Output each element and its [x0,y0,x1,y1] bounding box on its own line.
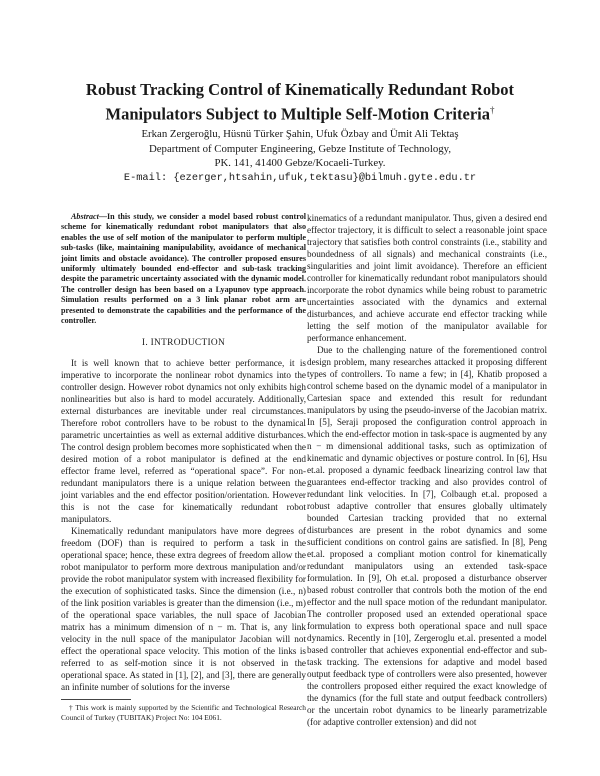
title-footnote-mark: † [490,105,495,115]
section-heading-introduction: I. INTRODUCTION [141,338,226,349]
author-names: Erkan Zergeroğlu, Hüsnü Türker Şahin, Ufuk Özbay and Ümit Ali Tektaş [141,128,459,140]
right-paragraph-2: Due to the challenging nature of the forementioned control design problem, many researches attacked it proposing different types of controllers. To name a few; in [4], Khatib proposed a control scheme based on the dynamic model of a manipulator in Cartesian space and extended this result for redundant manipulators by using the pseudo-inverse of the Jacobian matrix. In [5], Seraji proposed the configuration control approach in which the end-effector motion in task-space is augmented by any n − m dimensional additional tasks, such as optimization of kinematic and dynamic objectives or posture control. In [6], Hsu et.al. proposed a dynamic feedback linearizing control law that guarantees end-effector tracking and also provides control of redundant link velocities. In [7], Colbaugh et.al. proposed a robust adaptive controller that ensures globally ultimately bounded Cartesian tracking provided that no external disturbances are present in the robot dynamics and some sufficient conditions on control gains are satisfied. In [8], Peng et.al. proposed a compliant motion control for kinematically redundant manipulators using an extended task-space formulation. In [9], Oh et.al. proposed a disturbance observer based robust controller that controls both the motion of the end effector and the null space motion of the redundant manipulator. The controller proposed used an extended operational space formulation to express both operational space and null space dynamics. Recently in [10], Zergeroglu et.al. presented a model based controller that achieves exponential end-effector and sub-task tracking. The extensions for adaptive and model based output feedback type of controllers were also presented, however the controllers proposed either required the exact knowledge of the dynamics (for the full state and output feedback controllers) or the uncertain robot dynamics to be linearly parametrizable (for adaptive controller extension) and did not [307,345,547,727]
right-paragraph-1: kinematics of a redundant manipulator. Thus, given a desired end effector trajectory, it is difficult to select a reasonable joint space trajectory that satisfies both control constraints (i.e., stability and boundedness of all signals) and mechanical constraints (i.e., singularities and joint limit avoidance). Therefore an efficient controller for kinematically redundant robot manipulators should incorporate the robot dynamics while being robust to parametric uncertainties associated with the dynamics and external disturbances, and achieve accurate end effector tracking while letting the self motion of the manipulator available for performance enhancement. [307,213,547,343]
right-column [307,212,547,728]
abstract [61,212,306,326]
email-line: E-mail: {ezerger,htsahin,ufuk,tektasu}@bilmuh.gyte.edu.tr [123,171,477,184]
author-block [40,127,560,185]
left-column [61,212,306,722]
intro-paragraph-2: Kinematically redundant manipulators have more degrees of freedom (DOF) than is required to perform a task in the operational space; hence, these extra degrees of freedom allow the robot manipulator to perform more dextrous manipulation and/or provide the robot manipulator system with increased flexibility for the execution of sophisticated tasks. Since the dimension (i.e., n) of the link position variables is greater than the dimension (i.e., m) of the operational space variables, the null space of Jacobian matrix has a minimum dimension of n − m. That is, any link velocity in the null space of the manipulator Jacobian will not effect the operational space velocity. This motion of the links is referred to as self-motion since it is not observed in the operational space. As stated in [1], [2], and [3], there are generally an infinite number of solutions for the inverse [61,526,306,693]
affiliation-line-2: PK. 141, 41400 Gebze/Kocaeli-Turkey. [214,157,386,169]
footnote: † This work is mainly supported by the Scientific and Technological Research Council of Turkey (TUBITAK) Project No: 104 E061. [61,703,306,722]
abstract-lead: Abstract [71,212,99,221]
footnote-rule [61,699,131,700]
paper-title: Robust Tracking Control of Kinematically Redundant Robot Manipulators Subject to Multiple Self-Motion Criteria† [85,80,515,124]
abstract-text: —In this study, we consider a model based robust control scheme for kinematically redundant robot manipulators that also enables the use of self motion of the manipulator to perform multiple sub-tasks (like, maintaining manipulability, avoidance of mechanical joint limits and obstacle avoidance). The controller proposed ensures uniformly ultimately bounded end-effector and sub-task tracking despite the parametric uncertainty associated with the dynamic model. The controller design has been based on a Lyapunov type approach. Simulation results performed on a 3 link planar robot arm are presented to demonstrate the capabilities and the performance of the controller. [61,212,306,326]
affiliation-line-1: Department of Computer Engineering, Gebze Institute of Technology, [148,142,452,155]
intro-paragraph-1: It is well known that to achieve better performance, it is imperative to incorporate the nonlinear robot dynamics into the controller design. However robot dynamics not only exhibits high nonlinearities but also is hard to model accurately. Additionally, external disturbances are inevitable under real circumstances. Therefore robot controllers have to be robust to the dynamical parametric uncertainties as well as external additive disturbances. The control design problem becomes more sophisticated when the desired motion of a robot manipulator is defined at the end effector frame level, referred as “operational space”. For non-redundant manipulators there is a unique relation between the joint variables and the end effector position/orientation. However this is not the case for kinematically redundant robot manipulators. [61,358,306,525]
